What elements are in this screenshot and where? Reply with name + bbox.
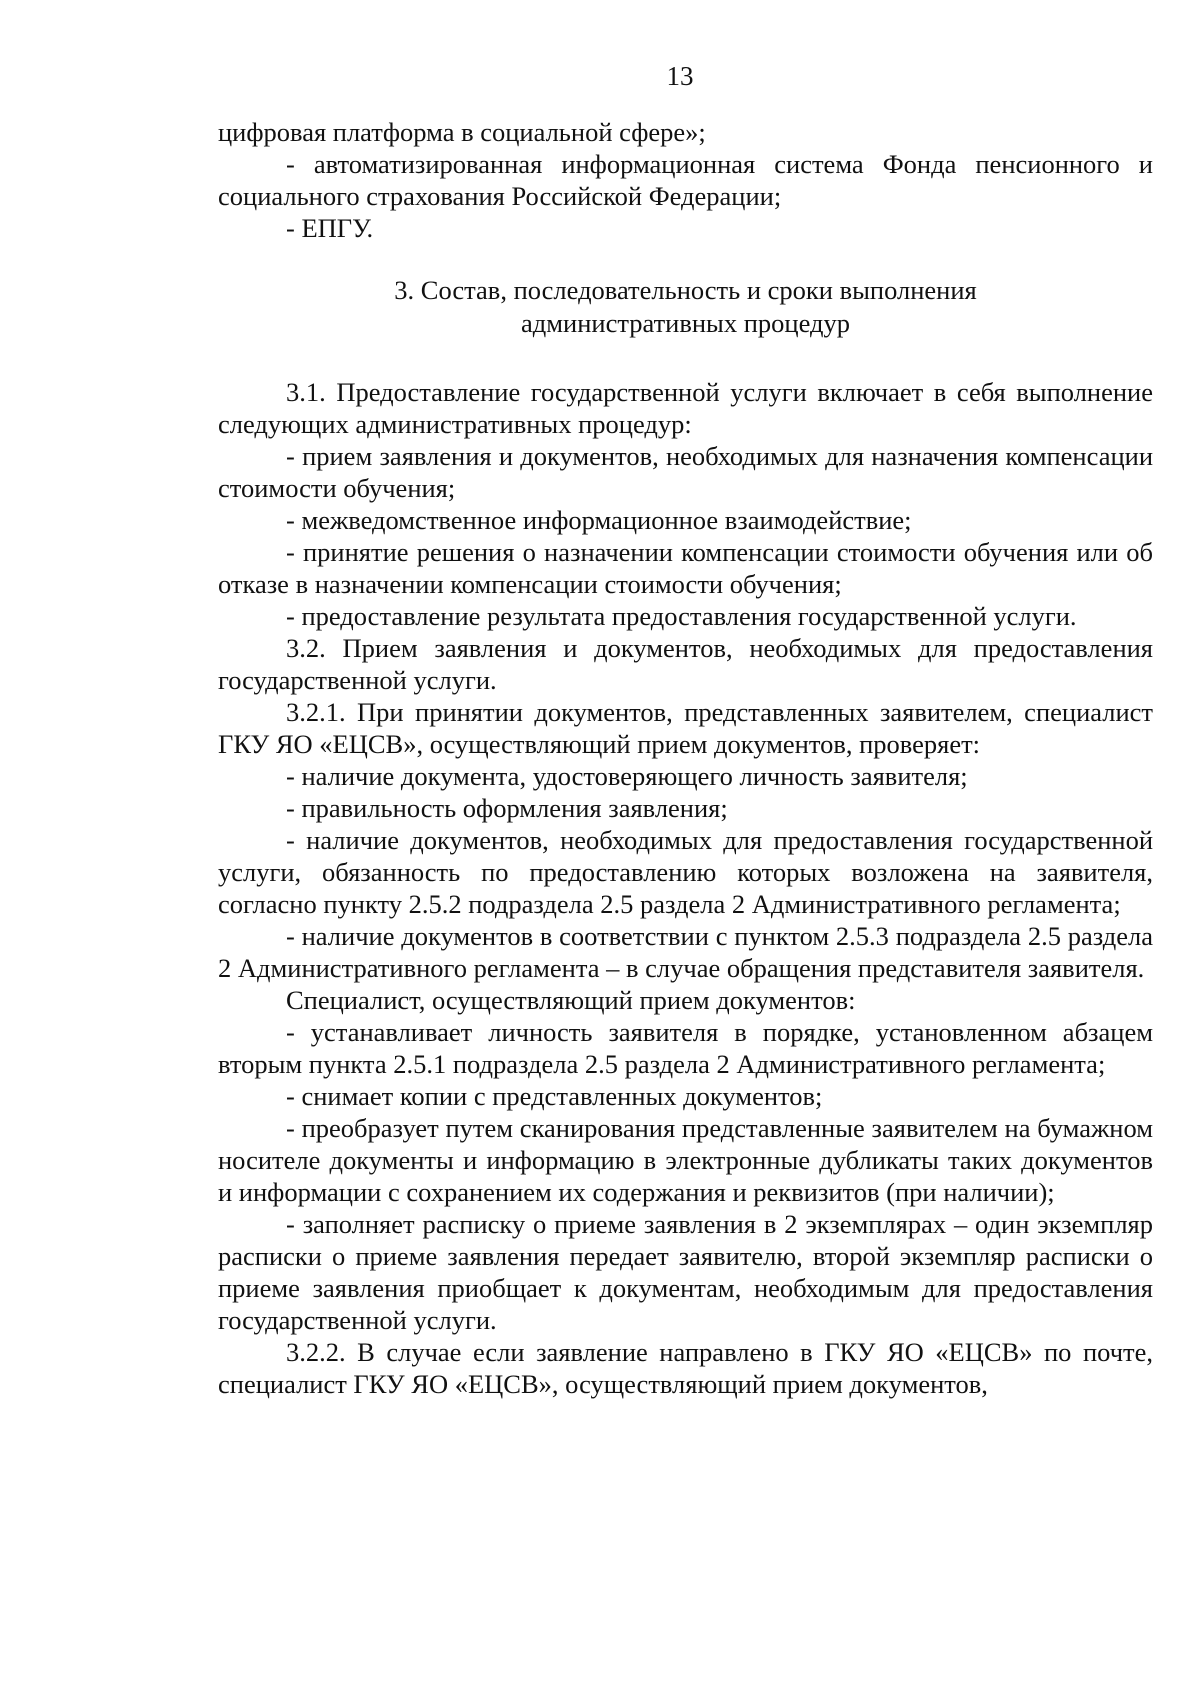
list-item-3-2-1-b: - правильность оформления заявления; [286,793,728,823]
list-item-3-1-d: - предоставление результата предоставления государственной услуги. [286,601,1077,631]
paragraph-continuation: цифровая платформа в социальной сфере»; [218,117,706,147]
section-heading-line-1: 3. Состав, последовательность и сроки выполнения [394,275,977,305]
paragraph-epgu: - ЕПГУ. [286,213,374,243]
list-item-3-2-1-c: - наличие документов, необходимых для предоставления государственной услуги, обязанность по предоставлению которых возложена на заявителя, согласно пункту 2.5.2 подраздела 2.5 раздела 2 Административного регламента; [218,825,1153,919]
paragraph-ais-fund: - автоматизированная информационная система Фонда пенсионного и социального страхования Российской Федерации; [218,149,1153,211]
list-item-3-2-1-d: - наличие документов в соответствии с пунктом 2.5.3 подраздела 2.5 раздела 2 Административного регламента – в случае обращения представителя заявителя. [218,921,1153,983]
list-item-3-1-c: - принятие решения о назначении компенсации стоимости обучения или об отказе в назначении компенсации стоимости обучения; [218,537,1153,599]
section-heading-line-2: административных процедур [521,308,850,338]
paragraph-3-2-1: 3.2.1. При принятии документов, представленных заявителем, специалист ГКУ ЯО «ЕЦСВ», осуществляющий прием документов, проверяет: [218,697,1153,759]
paragraph-3-2-2: 3.2.2. В случае если заявление направлено в ГКУ ЯО «ЕЦСВ» по почте, специалист ГКУ ЯО «ЕЦСВ», осуществляющий прием документов, [218,1337,1153,1399]
list-item-3-1-b: - межведомственное информационное взаимодействие; [286,505,912,535]
paragraph-3-2: 3.2. Прием заявления и документов, необходимых для предоставления государственной услуги. [218,633,1153,695]
paragraph-3-1: 3.1. Предоставление государственной услуги включает в себя выполнение следующих административных процедур: [218,377,1153,439]
list-item-specialist-b: - снимает копии с представленных документов; [286,1081,823,1111]
list-item-3-1-a: - прием заявления и документов, необходимых для назначения компенсации стоимости обучения; [218,441,1153,503]
list-item-specialist-a: - устанавливает личность заявителя в порядке, установленном абзацем вторым пункта 2.5.1 подраздела 2.5 раздела 2 Административного регламента; [218,1017,1153,1079]
paragraph-specialist: Специалист, осуществляющий прием документов: [286,985,856,1015]
page-number: 13 [666,61,694,91]
document-body [218,116,1153,1400]
list-item-3-2-1-a: - наличие документа, удостоверяющего личность заявителя; [286,761,968,791]
list-item-specialist-d: - заполняет расписку о приеме заявления в 2 экземплярах – один экземпляр расписки о приеме заявления передает заявителю, второй экземпляр расписки о приеме заявления приобщает к документам, необходимым для предоставления государственной услуги. [218,1209,1153,1335]
list-item-specialist-c: - преобразует путем сканирования представленные заявителем на бумажном носителе документы и информацию в электронные дубликаты таких документов и информации с сохранением их содержания и реквизитов (при наличии); [218,1113,1153,1207]
section-heading [218,274,1153,340]
